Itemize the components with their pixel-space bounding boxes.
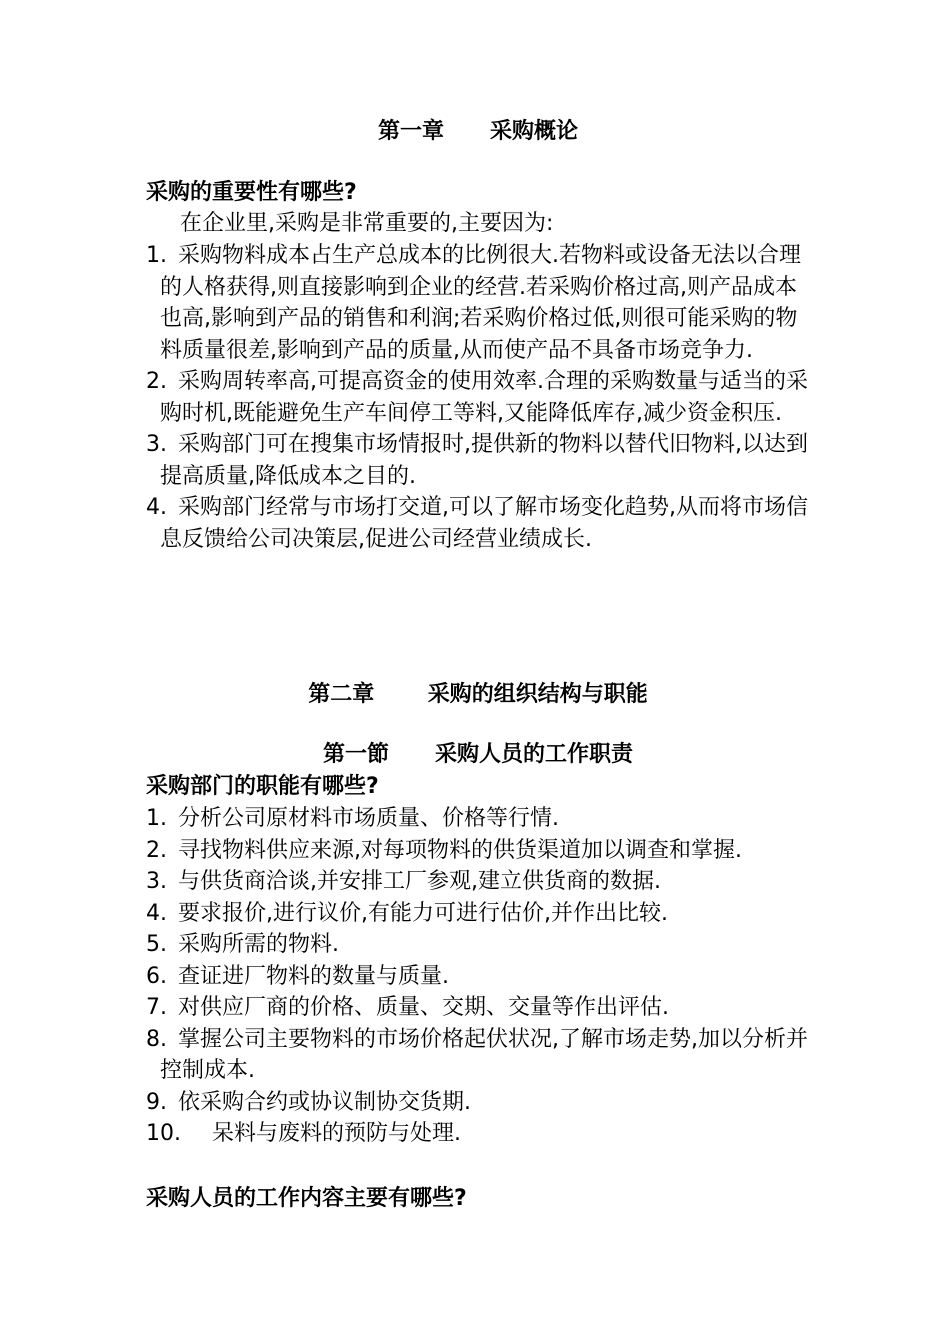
- functions-list: [146, 803, 810, 1150]
- list-item: [146, 803, 810, 835]
- list-item-number: 9.: [146, 1089, 167, 1115]
- list-item-text: 采购所需的物料.: [178, 932, 339, 957]
- list-item-text: 采购部门可在搜集市场情报时,提供新的物料以替代旧物料,以达到提高质量,降低成本之目的.: [160, 432, 808, 489]
- list-item-text: 采购周转率高,可提高资金的使用效率.合理的采购数量与适当的采购时机,既能避免生产车间停工等料,又能降低库存,减少资金积压.: [160, 369, 808, 426]
- list-item-number: 10.: [146, 1121, 181, 1146]
- list-item-number: 3.: [146, 432, 167, 457]
- chapter-2-title: 第二章 采购的组织结构与职能: [308, 682, 648, 707]
- list-item-number: 1.: [146, 806, 167, 831]
- list-item: [146, 240, 810, 366]
- intro-paragraph: 在企业里,采购是非常重要的,主要因为:: [180, 211, 554, 236]
- list-item: [146, 429, 810, 492]
- list-item-text: 呆料与废料的预防与处理.: [212, 1121, 461, 1146]
- list-item: [146, 866, 810, 898]
- list-item-number: 1.: [146, 243, 167, 268]
- list-item: [146, 835, 810, 867]
- list-item-number: 8.: [146, 1026, 167, 1052]
- list-item-text: 要求报价,进行议价,有能力可进行估价,并作出比较.: [178, 900, 668, 926]
- list-item-number: 2.: [146, 837, 167, 863]
- list-item-number: 4.: [146, 900, 167, 926]
- list-item: [146, 898, 810, 930]
- list-item-number: 2.: [146, 369, 167, 394]
- list-item-text: 依采购合约或协议制协交货期.: [178, 1089, 471, 1115]
- list-item-text: 掌握公司主要物料的市场价格起伏状况,了解市场走势,加以分析并控制成本.: [160, 1026, 808, 1083]
- section-1-title: 第一節 采购人员的工作职责: [323, 742, 633, 767]
- list-item-number: 3.: [146, 869, 167, 894]
- question-importance: 采购的重要性有哪些?: [146, 180, 357, 205]
- list-item: [146, 1024, 810, 1087]
- list-item-text: 与供货商洽谈,并安排工厂参观,建立供货商的数据.: [178, 869, 661, 894]
- list-item-number: 4.: [146, 495, 167, 520]
- list-item-text: 采购部门经常与市场打交道,可以了解市场变化趋势,从而将市场信息反馈给公司决策层,促进公司经营业绩成长.: [160, 495, 808, 552]
- list-item-number: 5.: [146, 932, 167, 957]
- list-item: [146, 929, 810, 961]
- importance-list: [146, 240, 810, 555]
- list-item-number: 6.: [146, 963, 167, 989]
- list-item: [146, 992, 810, 1024]
- list-item-text: 寻找物料供应来源,对每项物料的供货渠道加以调查和掌握.: [178, 837, 742, 863]
- list-item-number: 7.: [146, 995, 167, 1020]
- question-functions: 采购部门的职能有哪些?: [146, 774, 379, 799]
- list-item: [146, 492, 810, 555]
- list-item-text: 分析公司原材料市场质量、价格等行情.: [178, 806, 559, 831]
- list-item-text: 对供应厂商的价格、质量、交期、交量等作出评估.: [178, 995, 669, 1020]
- list-item: [146, 961, 810, 993]
- question-work-content: 采购人员的工作内容主要有哪些?: [146, 1186, 467, 1211]
- list-item: [146, 366, 810, 429]
- list-item: [146, 1087, 810, 1119]
- list-item-text: 查证进厂物料的数量与质量.: [178, 963, 449, 989]
- list-item: [146, 1118, 810, 1150]
- chapter-1-title: 第一章 采购概论: [378, 119, 578, 144]
- list-item-text: 采购物料成本占生产总成本的比例很大.若物料或设备无法以合理的人格获得,则直接影响到企业的经营.若采购价格过高,则产品成本也高,影响到产品的销售和利润;若采购价格过低,则很可能采购的物料质量很差,影响到产品的质量,从而使产品不具备市场竞争力.: [160, 243, 801, 363]
